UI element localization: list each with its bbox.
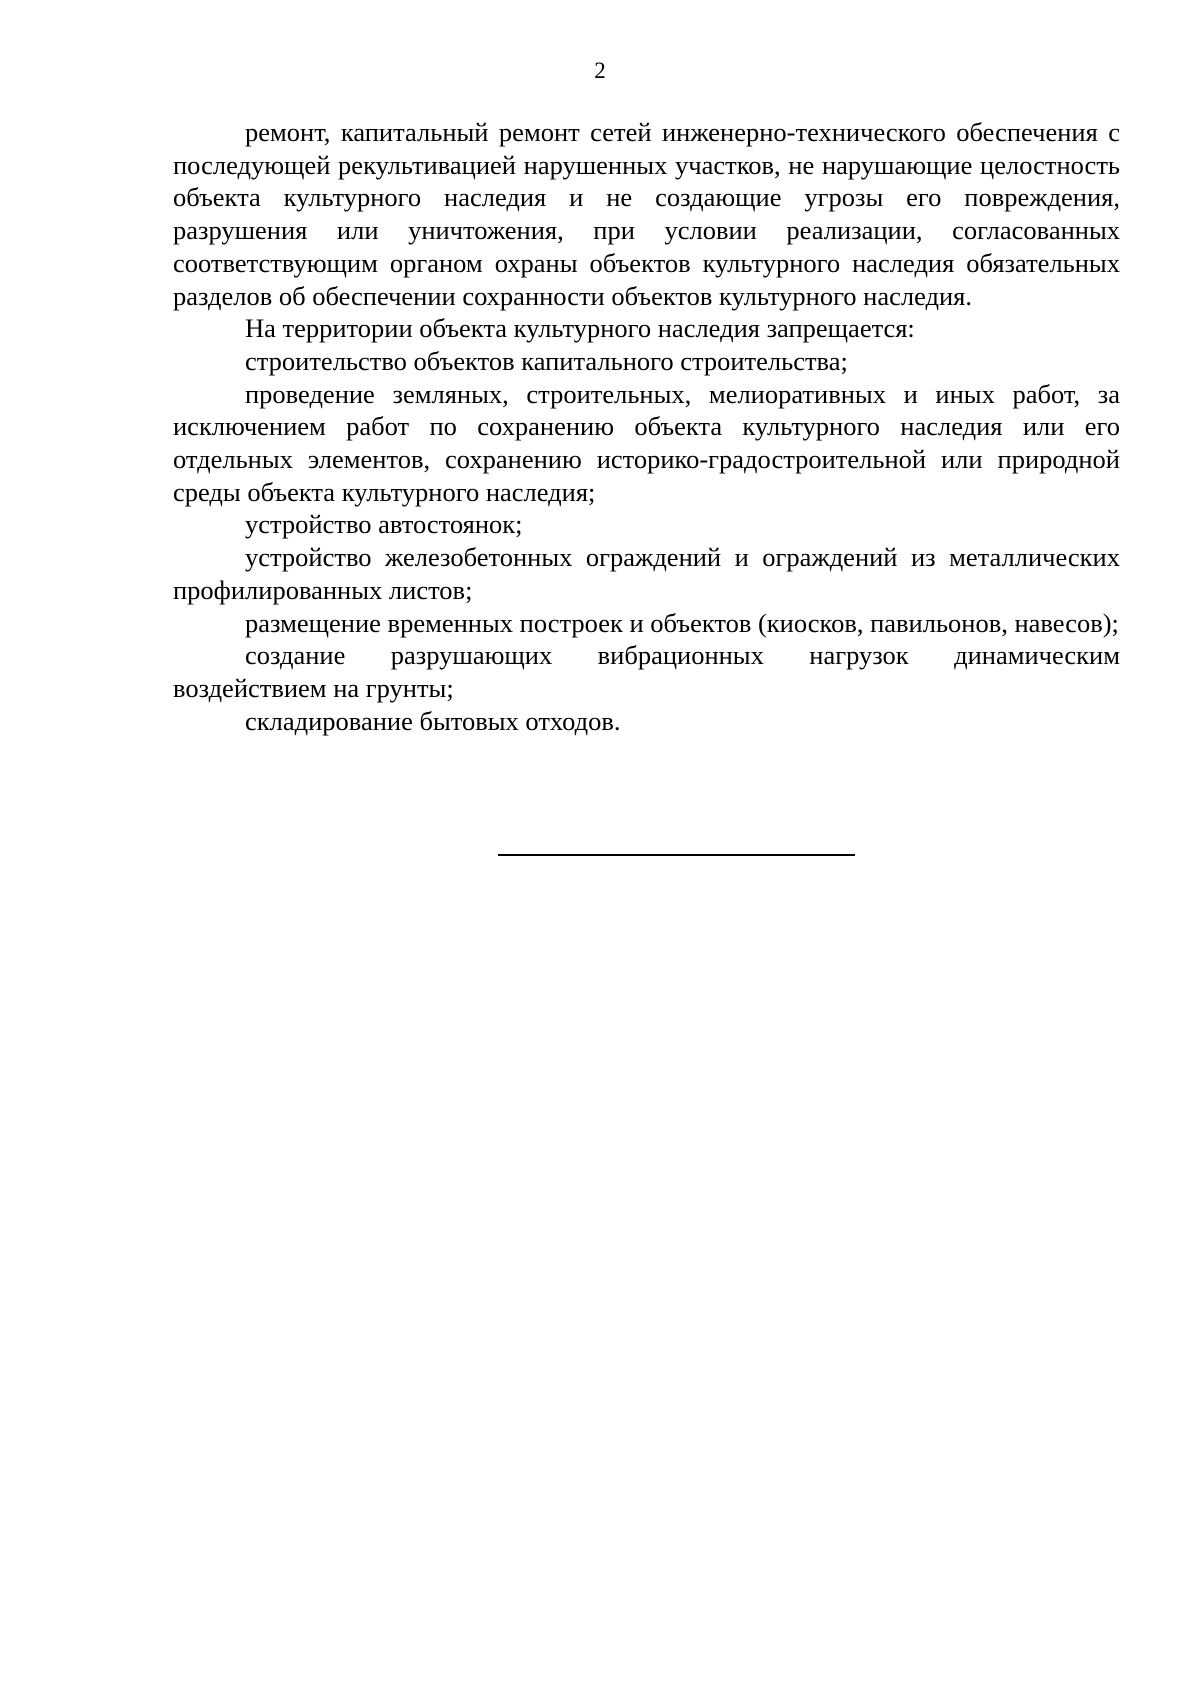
page-number: 2 bbox=[594, 58, 606, 83]
paragraph-waste-storage: складирование бытовых отходов. bbox=[245, 705, 621, 736]
paragraph-repair-conditions: ремонт, капитальный ремонт сетей инженерно-технического обеспечения с последующей рекультивацией нарушенных участков, не нарушающие целостность объекта культурного наследия и не создающие угрозы его повреждения, разрушения или уничтожения, при условии реализации, согласованных соответствующим органом охраны объектов культурного наследия обязательных разделов об обеспечении сохранности объектов культурного наследия. bbox=[173, 117, 1120, 311]
document-body bbox=[173, 116, 1120, 737]
paragraph-capital-construction: строительство объектов капитального строительства; bbox=[245, 345, 848, 376]
paragraph-parking: устройство автостоянок; bbox=[245, 509, 523, 540]
paragraph-prohibited-intro: На территории объекта культурного наследия запрещается: bbox=[245, 313, 915, 344]
end-of-text-divider bbox=[498, 854, 855, 856]
paragraph-fences: устройство железобетонных ограждений и ограждений из металлических профилированных листов; bbox=[173, 542, 1120, 605]
paragraph-earthworks: проведение земляных, строительных, мелиоративных и иных работ, за исключением работ по сохранению объекта культурного наследия или его отдельных элементов, сохранению историко-градостроительной или природной среды объекта культурного наследия; bbox=[173, 378, 1120, 507]
paragraph-temporary-buildings: размещение временных построек и объектов (киосков, павильонов, навесов); bbox=[245, 607, 1119, 638]
paragraph-vibration-loads: создание разрушающих вибрационных нагрузок динамическим воздействием на грунты; bbox=[173, 640, 1120, 703]
